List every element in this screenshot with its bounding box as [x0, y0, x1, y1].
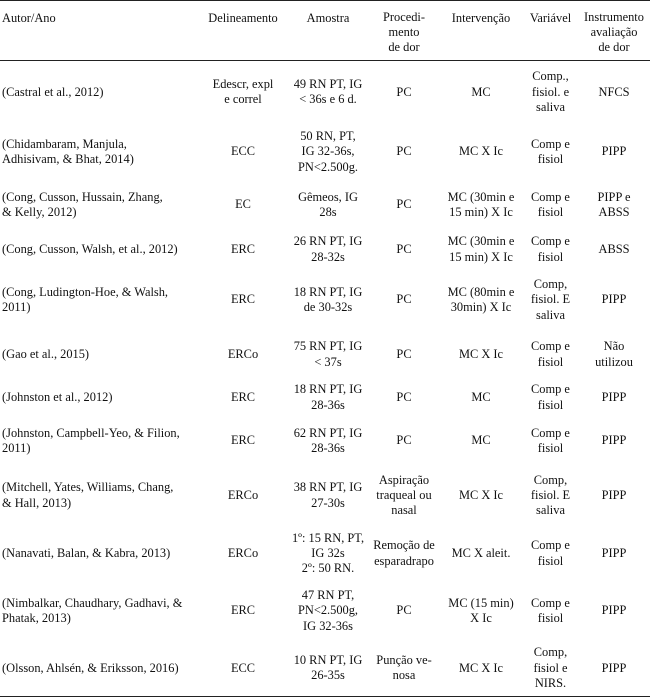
table-row: [0, 379, 650, 417]
cell-instrumento: [578, 641, 650, 697]
cell-amostra: [287, 641, 369, 697]
cell-autor: [0, 230, 199, 270]
cell-intervencao-text: MC (80min e 30min) X Ic: [447, 284, 515, 314]
cell-autor: [0, 331, 199, 379]
cell-autor-text: (Mitchell, Yates, Williams, Chang, & Hall, 2013): [2, 480, 174, 510]
cell-instrumento-text: PIPP: [601, 144, 627, 159]
cell-instrumento-text: Não utilizou: [595, 339, 633, 369]
header-autor: Autor/Ano: [2, 11, 56, 25]
cell-intervencao: [439, 641, 523, 697]
cell-instrumento: [578, 379, 650, 417]
cell-variavel: [523, 582, 578, 641]
cell-instrumento: [578, 270, 650, 331]
cell-instrumento: [578, 331, 650, 379]
cell-intervencao: [439, 582, 523, 641]
cell-instrumento: [578, 61, 650, 124]
cell-delineamento-text: ECC: [230, 144, 256, 159]
table-row: [0, 230, 650, 270]
cell-variavel: [523, 181, 578, 230]
cell-intervencao-text: MC (30min e 15 min) X Ic: [447, 234, 515, 264]
cell-instrumento: [578, 181, 650, 230]
cell-amostra: [287, 379, 369, 417]
cell-delineamento-text: ERC: [230, 433, 256, 448]
cell-procedimento-text: PC: [396, 144, 412, 159]
table-row: [0, 181, 650, 230]
cell-amostra: [287, 61, 369, 124]
cell-intervencao-text: MC X Ic: [458, 660, 504, 675]
cell-autor-text: (Castral et al., 2012): [2, 84, 104, 99]
cell-procedimento: [369, 466, 439, 526]
cell-variavel: [523, 417, 578, 466]
cell-autor: [0, 124, 199, 181]
cell-autor: [0, 582, 199, 641]
cell-amostra-text: 49 RN PT, IG < 36s e 6 d.: [293, 77, 363, 107]
cell-instrumento-text: PIPP: [601, 603, 627, 618]
cell-procedimento: [369, 379, 439, 417]
cell-autor-text: (Cong, Ludington-Hoe, & Walsh, 2011): [2, 284, 169, 314]
cell-variavel-text: Comp, fisiol e NIRS.: [533, 645, 568, 690]
cell-instrumento-text: PIPP: [601, 487, 627, 502]
cell-variavel: [523, 124, 578, 181]
cell-procedimento-text: PC: [396, 346, 412, 361]
table-body: [0, 61, 650, 697]
cell-procedimento-text: PC: [396, 389, 412, 404]
cell-amostra-text: 18 RN PT, IG de 30-32s: [293, 284, 363, 314]
cell-instrumento-text: PIPP: [601, 545, 627, 560]
cell-instrumento-text: NFCS: [598, 84, 630, 99]
cell-procedimento: [369, 582, 439, 641]
cell-instrumento-text: ABSS: [598, 241, 630, 256]
cell-variavel-text: Comp e fisiol: [531, 382, 570, 412]
table-row: [0, 61, 650, 124]
cell-amostra: [287, 526, 369, 582]
cell-delineamento-text: ERC: [230, 603, 256, 618]
cell-instrumento: [578, 417, 650, 466]
table-row: [0, 466, 650, 526]
table-row: [0, 582, 650, 641]
cell-procedimento-text: PC: [396, 241, 412, 256]
cell-autor: [0, 61, 199, 124]
cell-autor: [0, 379, 199, 417]
cell-intervencao: [439, 270, 523, 331]
cell-instrumento: [578, 230, 650, 270]
cell-autor-text: (Nimbalkar, Chaudhary, Gadhavi, & Phatak, 2013): [2, 595, 183, 625]
cell-autor: [0, 526, 199, 582]
header-variavel: Variável: [529, 11, 572, 25]
cell-procedimento-text: PC: [396, 197, 412, 212]
cell-intervencao-text: MC: [471, 389, 491, 404]
cell-amostra-text: 75 RN PT, IG < 37s: [293, 339, 363, 369]
cell-amostra: [287, 417, 369, 466]
cell-variavel: [523, 466, 578, 526]
cell-autor-text: (Chidambaram, Manjula, Adhisivam, & Bhat, 2014): [2, 136, 134, 166]
cell-delineamento-text: ERC: [230, 389, 256, 404]
cell-procedimento-text: Aspiração traqueal ou nasal: [376, 472, 432, 518]
cell-amostra-text: 10 RN PT, IG 26-35s: [293, 653, 363, 683]
cell-variavel-text: Comp e fisiol: [531, 339, 570, 369]
cell-variavel: [523, 379, 578, 417]
cell-variavel-text: Comp e fisiol: [531, 425, 570, 455]
cell-procedimento: [369, 230, 439, 270]
cell-amostra-text: 50 RN, PT, IG 32-36s, PN<2.500g.: [298, 129, 358, 174]
cell-delineamento: [199, 466, 287, 526]
cell-autor: [0, 181, 199, 230]
cell-autor: [0, 417, 199, 466]
cell-variavel-text: Comp., fisiol. e saliva: [531, 69, 570, 114]
table-row: [0, 526, 650, 582]
cell-amostra: [287, 466, 369, 526]
cell-intervencao: [439, 331, 523, 379]
cell-autor-text: (Johnston, Campbell-Yeo, & Filion, 2011): [2, 425, 180, 455]
cell-intervencao: [439, 466, 523, 526]
cell-delineamento: [199, 124, 287, 181]
cell-intervencao-text: MC X Ic: [458, 487, 504, 502]
cell-variavel: [523, 526, 578, 582]
cell-intervencao-text: MC X Ic: [458, 144, 504, 159]
cell-procedimento: [369, 270, 439, 331]
cell-intervencao: [439, 526, 523, 582]
cell-delineamento-text: Edescr, expl e correl: [212, 77, 274, 107]
cell-amostra-text: 1º: 15 RN, PT, IG 32s 2º: 50 RN.: [291, 530, 365, 576]
cell-variavel-text: Comp e fisiol: [531, 189, 570, 219]
cell-autor-text: (Cong, Cusson, Hussain, Zhang, & Kelly, 2012): [2, 189, 163, 219]
cell-autor: [0, 641, 199, 697]
cell-instrumento: [578, 526, 650, 582]
header-procedimento: Procedi- mento de dor: [383, 10, 425, 55]
cell-delineamento: [199, 61, 287, 124]
cell-variavel: [523, 270, 578, 331]
table-row: [0, 331, 650, 379]
cell-delineamento: [199, 582, 287, 641]
cell-intervencao-text: MC X aleit.: [451, 545, 511, 560]
cell-delineamento: [199, 181, 287, 230]
cell-amostra: [287, 331, 369, 379]
cell-intervencao: [439, 124, 523, 181]
cell-amostra: [287, 124, 369, 181]
cell-instrumento-text: PIPP: [601, 292, 627, 307]
cell-amostra: [287, 582, 369, 641]
table-row: [0, 417, 650, 466]
cell-variavel-text: Comp, fisiol. E saliva: [530, 472, 571, 518]
cell-procedimento: [369, 181, 439, 230]
cell-delineamento: [199, 270, 287, 331]
cell-delineamento-text: ERCo: [227, 487, 259, 502]
cell-instrumento-text: PIPP: [601, 660, 627, 675]
cell-autor-text: (Cong, Cusson, Walsh, et al., 2012): [2, 241, 178, 256]
cell-intervencao-text: MC (15 min) X Ic: [448, 595, 514, 625]
cell-delineamento-text: ERCo: [227, 545, 259, 560]
cell-intervencao: [439, 230, 523, 270]
cell-amostra-text: 47 RN PT, PN<2.500g, IG 32-36s: [298, 588, 358, 633]
table-header: [0, 1, 650, 61]
cell-variavel: [523, 331, 578, 379]
cell-delineamento-text: ERCo: [227, 346, 259, 361]
cell-intervencao: [439, 379, 523, 417]
table-row: [0, 641, 650, 697]
cell-variavel-text: Comp, fisiol. E saliva: [530, 277, 571, 322]
header-intervencao: Intervenção: [451, 11, 511, 25]
cell-variavel: [523, 641, 578, 697]
cell-intervencao: [439, 61, 523, 124]
cell-delineamento: [199, 331, 287, 379]
cell-procedimento: [369, 417, 439, 466]
header-amostra: Amostra: [306, 11, 350, 25]
cell-autor: [0, 466, 199, 526]
cell-autor-text: (Johnston et al., 2012): [2, 389, 113, 404]
cell-intervencao: [439, 417, 523, 466]
cell-delineamento: [199, 526, 287, 582]
cell-procedimento-text: PC: [396, 433, 412, 448]
cell-instrumento-text: PIPP: [601, 389, 627, 404]
cell-instrumento-text: PIPP: [601, 433, 627, 448]
cell-intervencao-text: MC: [471, 84, 491, 99]
cell-procedimento: [369, 61, 439, 124]
cell-procedimento: [369, 124, 439, 181]
header-instrumento: Instrumento avaliação de dor: [584, 10, 644, 55]
cell-delineamento-text: EC: [235, 197, 251, 212]
table-row: [0, 270, 650, 331]
cell-delineamento-text: ECC: [230, 660, 256, 675]
cell-autor-text: (Olsson, Ahlsén, & Eriksson, 2016): [2, 660, 179, 675]
header-delineamento: Delineamento: [208, 11, 278, 25]
cell-procedimento-text: PC: [396, 603, 412, 618]
cell-autor-text: (Nanavati, Balan, & Kabra, 2013): [2, 545, 171, 560]
cell-intervencao-text: MC X Ic: [458, 346, 504, 361]
cell-variavel-text: Comp e fisiol: [531, 538, 570, 568]
cell-amostra: [287, 230, 369, 270]
cell-variavel-text: Comp e fisiol: [531, 595, 570, 625]
cell-delineamento: [199, 379, 287, 417]
cell-amostra-text: Gêmeos, IG 28s: [298, 189, 358, 219]
cell-instrumento: [578, 124, 650, 181]
cell-intervencao: [439, 181, 523, 230]
cell-procedimento: [369, 526, 439, 582]
cell-variavel: [523, 61, 578, 124]
cell-intervencao-text: MC: [471, 433, 491, 448]
cell-delineamento: [199, 417, 287, 466]
cell-procedimento-text: Remoção de esparadrapo: [373, 538, 435, 568]
cell-variavel: [523, 230, 578, 270]
cell-instrumento: [578, 582, 650, 641]
cell-delineamento-text: ERC: [230, 241, 256, 256]
cell-delineamento: [199, 230, 287, 270]
header-row: [0, 1, 650, 61]
cell-amostra-text: 62 RN PT, IG 28-36s: [293, 425, 363, 455]
cell-instrumento: [578, 466, 650, 526]
cell-autor-text: (Gao et al., 2015): [2, 346, 90, 361]
cell-procedimento: [369, 641, 439, 697]
cell-procedimento-text: Punção ve- nosa: [376, 653, 432, 683]
cell-intervencao-text: MC (30min e 15 min) X Ic: [447, 189, 515, 219]
table-row: [0, 124, 650, 181]
cell-variavel-text: Comp e fisiol: [531, 234, 570, 264]
cell-delineamento: [199, 641, 287, 697]
cell-delineamento-text: ERC: [230, 292, 256, 307]
cell-amostra-text: 18 RN PT, IG 28-36s: [293, 382, 363, 412]
cell-amostra-text: 38 RN PT, IG 27-30s: [293, 480, 363, 510]
cell-amostra: [287, 270, 369, 331]
cell-instrumento-text: PIPP e ABSS: [597, 189, 631, 219]
cell-procedimento-text: PC: [396, 84, 412, 99]
cell-variavel-text: Comp e fisiol: [531, 136, 570, 166]
cell-procedimento-text: PC: [396, 292, 412, 307]
cell-amostra: [287, 181, 369, 230]
cell-autor: [0, 270, 199, 331]
cell-amostra-text: 26 RN PT, IG 28-32s: [293, 234, 363, 264]
cell-procedimento: [369, 331, 439, 379]
